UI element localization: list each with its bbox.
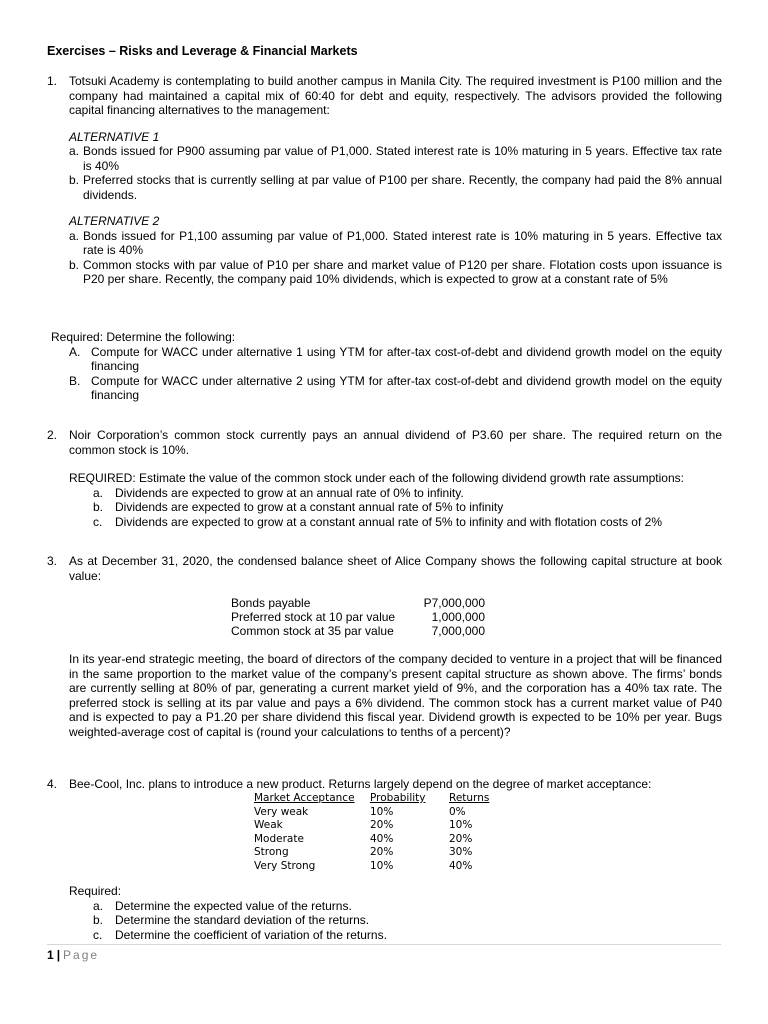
question-number: 4. xyxy=(47,777,58,791)
question-number: 1. xyxy=(47,74,58,88)
table-header-row xyxy=(254,792,514,806)
balance-sheet-amount: 7,000,000 xyxy=(431,624,485,638)
table-cell: 0% xyxy=(449,805,466,818)
list-item xyxy=(69,515,722,530)
list-item-text: Bonds issued for P900 assuming par value of P1,000. Stated interest rate is 10% maturing in 5 years. Effective tax rate is 40% xyxy=(83,144,722,173)
question-2 xyxy=(47,428,722,529)
table-cell: 10% xyxy=(370,805,394,818)
list-item-text: Determine the coefficient of variation of the returns. xyxy=(115,927,387,942)
question-1 xyxy=(47,74,722,287)
list-marker: a. xyxy=(93,485,104,500)
list-marker: b. xyxy=(69,173,80,187)
table-row xyxy=(254,819,514,833)
table-cell: 40% xyxy=(449,859,473,872)
table-cell: 10% xyxy=(449,819,473,831)
list-item xyxy=(51,345,722,374)
table-cell: Moderate xyxy=(254,832,304,845)
list-item-text: Common stocks with par value of P10 per share and market value of P120 per share. Flotation costs upon issuance is P20 per share. Recently, the company paid 10% dividends, which is expected to grow at a constant rate of 5% xyxy=(83,257,722,286)
table-cell: Very weak xyxy=(254,805,309,818)
list-marker: a. xyxy=(93,898,104,913)
list-marker: B. xyxy=(69,373,81,388)
list-item-text: Compute for WACC under alternative 2 using YTM for after-tax cost-of-debt and dividend growth model on the equity financing xyxy=(91,373,722,402)
market-acceptance-table xyxy=(254,792,514,873)
question-text: As at December 31, 2020, the condensed balance sheet of Alice Company shows the following capital structure at book value: xyxy=(69,554,722,583)
table-header: Market Acceptance xyxy=(254,792,355,804)
table-row xyxy=(254,833,514,847)
list-item xyxy=(69,899,722,914)
list-item xyxy=(69,486,722,501)
balance-sheet-amount: 1,000,000 xyxy=(431,610,485,624)
table-cell: 20% xyxy=(370,819,394,831)
list-item-text: Determine the standard deviation of the returns. xyxy=(115,913,370,927)
page-number: 1 xyxy=(47,948,54,962)
list-marker: a. xyxy=(69,228,80,243)
required-heading: Required: Determine the following: xyxy=(51,330,236,344)
list-item xyxy=(69,144,722,173)
list-item-text: Dividends are expected to grow at an annual rate of 0% to infinity. xyxy=(115,485,464,500)
question-text: Noir Corporation’s common stock currently pays an annual dividend of P3.60 per share. The required return on the common stock is 10%. xyxy=(69,428,722,457)
table-cell: Weak xyxy=(254,819,283,831)
page-label: Page xyxy=(63,948,100,962)
table-cell: 20% xyxy=(370,846,394,858)
balance-sheet-label: Bonds payable xyxy=(231,596,311,610)
question-4-required xyxy=(47,884,722,942)
page-footer xyxy=(47,948,99,963)
list-marker: a. xyxy=(69,144,80,158)
question-4 xyxy=(47,777,722,792)
alternative-2-label: ALTERNATIVE 2 xyxy=(69,214,160,228)
table-cell: 40% xyxy=(370,832,394,845)
list-item xyxy=(69,173,722,202)
list-item xyxy=(69,229,722,258)
table-row xyxy=(254,806,514,820)
required-heading: REQUIRED: Estimate the value of the common stock under each of the following dividend growth rate assumptions: xyxy=(69,471,684,485)
list-marker: A. xyxy=(69,344,81,359)
list-marker: b. xyxy=(69,257,80,272)
balance-sheet-amount: P7,000,000 xyxy=(423,596,485,610)
footer-divider xyxy=(47,944,721,945)
table-cell: Very Strong xyxy=(254,859,316,872)
question-text: Totsuki Academy is contemplating to build another campus in Manila City. The required investment is P100 million and the company had maintained a capital mix of 60:40 for debt and equity, respectively. The advisors provided the following capital financing alternatives to the management: xyxy=(69,74,722,117)
table-row xyxy=(254,846,514,860)
list-item-text: Preferred stocks that is currently selling at par value of P100 per share. Recently, the company had paid the 8% annual dividends. xyxy=(83,173,722,202)
table-row xyxy=(254,860,514,874)
question-text: Bee-Cool, Inc. plans to introduce a new product. Returns largely depend on the degree of market acceptance: xyxy=(69,777,652,791)
document-title: Exercises – Risks and Leverage & Financial Markets xyxy=(47,44,358,58)
list-item xyxy=(69,913,722,928)
table-cell: Strong xyxy=(254,846,289,858)
footer-separator: | xyxy=(56,948,61,962)
question-1-required xyxy=(51,330,722,403)
list-marker: b. xyxy=(93,913,104,927)
table-cell: 10% xyxy=(370,859,394,872)
question-text: In its year-end strategic meeting, the board of directors of the company decided to venture in a project that will be financed in the same proportion to the market value of the company’s present capital structure as shown above. The firms’ bonds are currently selling at 80% of par, generating a current market yield of 9%, and the corporation has a 40% tax rate. The preferred stock is selling at its par value and pays a 6% dividend. The common stock has a current market value of P40 and is expected to pay a P1.20 per share dividend this fiscal year. Dividend growth is expected to be 10% per year. Bugs weighted-average cost of capital is (round your calculations to tenths of a percent)? xyxy=(69,652,722,739)
list-item-text: Determine the expected value of the returns. xyxy=(115,898,352,913)
alternative-1-label: ALTERNATIVE 1 xyxy=(69,129,160,144)
table-header: Returns xyxy=(449,792,490,804)
question-number: 3. xyxy=(47,554,58,568)
list-item xyxy=(69,928,722,943)
list-item xyxy=(69,258,722,287)
balance-sheet-label: Preferred stock at 10 par value xyxy=(231,610,396,624)
table-cell: 20% xyxy=(449,832,473,845)
list-item-text: Dividends are expected to grow at a constant annual rate of 5% to infinity xyxy=(115,500,504,514)
question-3-details xyxy=(47,652,722,739)
required-heading: Required: xyxy=(69,884,122,898)
list-item xyxy=(51,374,722,403)
list-marker: b. xyxy=(93,500,104,514)
list-marker: c. xyxy=(93,514,103,529)
balance-sheet-label: Common stock at 35 par value xyxy=(231,624,394,638)
list-item-text: Bonds issued for P1,100 assuming par value of P1,000. Stated interest rate is 10% maturing in 5 years. Effective tax rate is 40% xyxy=(83,228,722,257)
list-item-text: Dividends are expected to grow at a constant annual rate of 5% to infinity and with flotation costs of 2% xyxy=(115,514,662,529)
list-marker: c. xyxy=(93,927,103,942)
table-cell: 30% xyxy=(449,846,473,858)
table-header: Probability xyxy=(370,792,426,804)
question-number: 2. xyxy=(47,428,58,442)
list-item xyxy=(69,500,722,515)
question-3 xyxy=(47,554,722,583)
list-item-text: Compute for WACC under alternative 1 using YTM for after-tax cost-of-debt and dividend growth model on the equity financing xyxy=(91,344,722,373)
